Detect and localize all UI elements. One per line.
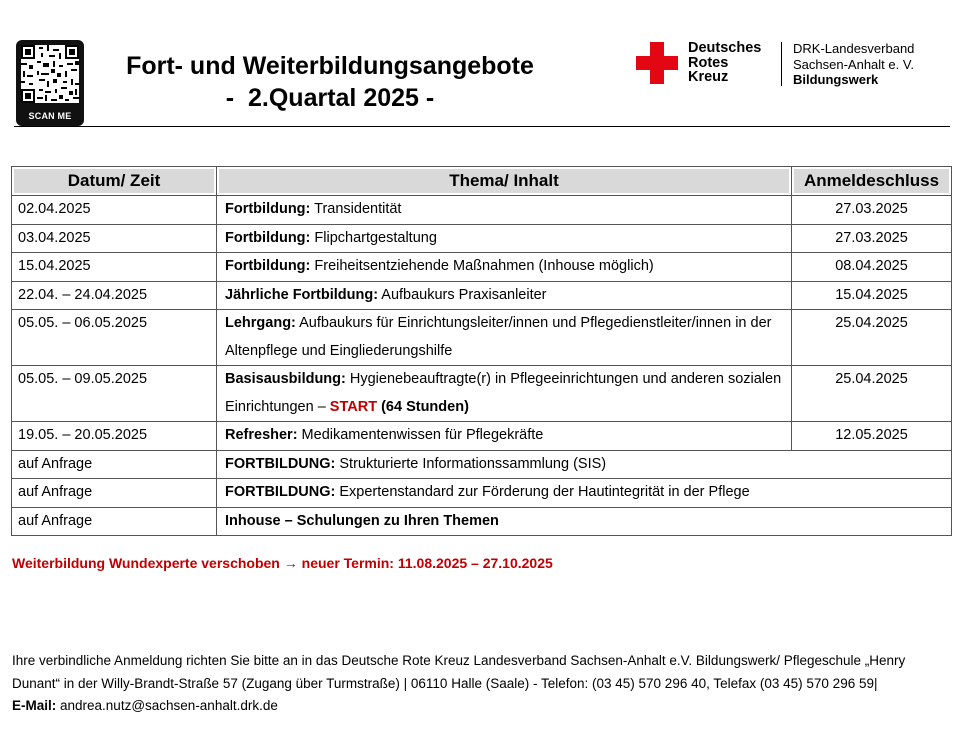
postponement-notice: Weiterbildung Wundexperte verschoben → neuer Termin: 11.08.2025 – 27.10.2025: [12, 555, 553, 571]
topic-text: Hygienebeauftragte(r) in Pflegeeinrichtungen und anderen sozialen Einrichtungen –: [225, 371, 782, 415]
qr-code-icon: [21, 45, 79, 103]
topic-label: Fortbildung:: [225, 258, 311, 274]
topic-text: Aufbaukurs Praxisanleiter: [378, 286, 547, 303]
red-cross-logo-icon: [636, 42, 678, 84]
org-line-2: Sachsen-Anhalt e. V.: [793, 56, 914, 72]
row-date: 05.05. – 06.05.2025: [12, 310, 217, 366]
table-header-row: [12, 167, 952, 196]
topic-label: Fortbildung:: [225, 201, 311, 217]
topic-label: Basisausbildung:: [225, 371, 346, 387]
row-deadline: 15.04.2025: [792, 281, 952, 310]
row-date: 19.05. – 20.05.2025: [12, 422, 217, 451]
row-date: auf Anfrage: [12, 507, 217, 536]
row-date: 05.05. – 09.05.2025: [12, 366, 217, 422]
table-row: [12, 479, 952, 508]
topic-label: Inhouse – Schulungen zu Ihren Themen: [225, 512, 499, 529]
footer-line-1: Ihre verbindliche Anmeldung richten Sie bitte an in das Deutsche Rote Kreuz Landesverband Sachsen-Anhalt e.V. Bildungswerk/ Pflegeschule „Henry: [12, 653, 906, 668]
email-link[interactable]: andrea.nutz@sachsen-anhalt.drk.de: [56, 698, 278, 713]
qr-code[interactable]: [16, 40, 84, 126]
drk-logo-text: [688, 41, 761, 85]
topic-text: Aufbaukurs für Einrichtungsleiter/innen und Pflegedienstleiter/innen in der Altenpflege und Eingliederungshilfe: [225, 315, 772, 359]
header-deadline: Anmeldeschluss: [792, 167, 952, 196]
row-deadline: 27.03.2025: [792, 224, 952, 253]
row-date: auf Anfrage: [12, 450, 217, 479]
topic-label: FORTBILDUNG:: [225, 484, 336, 500]
topic-label: Refresher:: [225, 427, 298, 443]
topic-text: Flipchartgestaltung: [310, 229, 437, 246]
table-row: [12, 422, 952, 451]
row-date: 02.04.2025: [12, 196, 217, 225]
course-schedule-table: [11, 166, 952, 536]
topic-text: Expertenstandard zur Förderung der Hautintegrität in der Pflege: [335, 484, 750, 500]
organization-block: [793, 41, 914, 88]
table-row: [12, 507, 952, 536]
title-line-1: Fort- und Weiterbildungsangebote: [126, 52, 534, 80]
row-deadline: 27.03.2025: [792, 196, 952, 225]
row-topic: [217, 196, 792, 225]
table-row: [12, 366, 952, 422]
page-title: [110, 50, 550, 114]
row-topic: [217, 253, 792, 282]
footer-email: [12, 695, 952, 718]
row-date: 03.04.2025: [12, 224, 217, 253]
row-deadline: 08.04.2025: [792, 253, 952, 282]
drk-name-line-1: Deutsches: [688, 40, 762, 56]
table-row: [12, 196, 952, 225]
topic-text: Medikamentenwissen für Pflegekräfte: [297, 427, 544, 443]
table-row: [12, 310, 952, 366]
row-topic: [217, 479, 952, 508]
row-topic: [217, 450, 952, 479]
header-divider: [14, 126, 950, 127]
topic-label: Jährliche Fortbildung:: [225, 286, 379, 303]
topic-label: Fortbildung:: [225, 229, 311, 246]
registration-footer: [12, 650, 952, 718]
row-topic: [217, 507, 952, 536]
table-row: [12, 224, 952, 253]
topic-text: Strukturierte Informationssammlung (SIS): [335, 455, 607, 472]
header-topic: Thema/ Inhalt: [217, 167, 792, 196]
drk-name-line-3: Kreuz: [688, 69, 729, 85]
org-line-3: Bildungswerk: [793, 72, 879, 87]
row-topic: [217, 422, 792, 451]
row-topic: [217, 310, 792, 366]
row-date: 15.04.2025: [12, 253, 217, 282]
footer-line-2: Dunant“ in der Willy-Brandt-Straße 57 (Zugang über Turmstraße) | 06110 Halle (Saale) - Telefon: (03 45) 570 296 40, Telefax (03 45) 570 296 59|: [12, 675, 878, 691]
row-topic: [217, 281, 792, 310]
header-date: Datum/ Zeit: [12, 167, 217, 196]
org-line-1: DRK-Landesverband: [793, 41, 915, 56]
topic-label: Lehrgang:: [225, 315, 296, 331]
row-topic: [217, 224, 792, 253]
row-topic: [217, 366, 792, 422]
email-label: E-Mail:: [12, 698, 57, 713]
qr-label: SCAN ME: [28, 111, 72, 121]
title-line-2: - 2.Quartal 2025 -: [225, 84, 435, 112]
row-date: 22.04. – 24.04.2025: [12, 281, 217, 310]
hours-note: (64 Stunden): [377, 398, 469, 415]
start-highlight: START: [329, 398, 378, 415]
row-date: auf Anfrage: [12, 479, 217, 508]
row-deadline: 12.05.2025: [792, 422, 952, 451]
table-row: [12, 450, 952, 479]
table-row: [12, 253, 952, 282]
topic-text: Transidentität: [310, 201, 402, 217]
logo-divider: [781, 42, 782, 86]
table-row: [12, 281, 952, 310]
topic-text: Freiheitsentziehende Maßnahmen (Inhouse möglich): [310, 258, 654, 274]
row-deadline: 25.04.2025: [792, 310, 952, 366]
drk-name-line-2: Rotes: [688, 54, 729, 71]
topic-label: FORTBILDUNG:: [225, 455, 336, 472]
row-deadline: 25.04.2025: [792, 366, 952, 422]
